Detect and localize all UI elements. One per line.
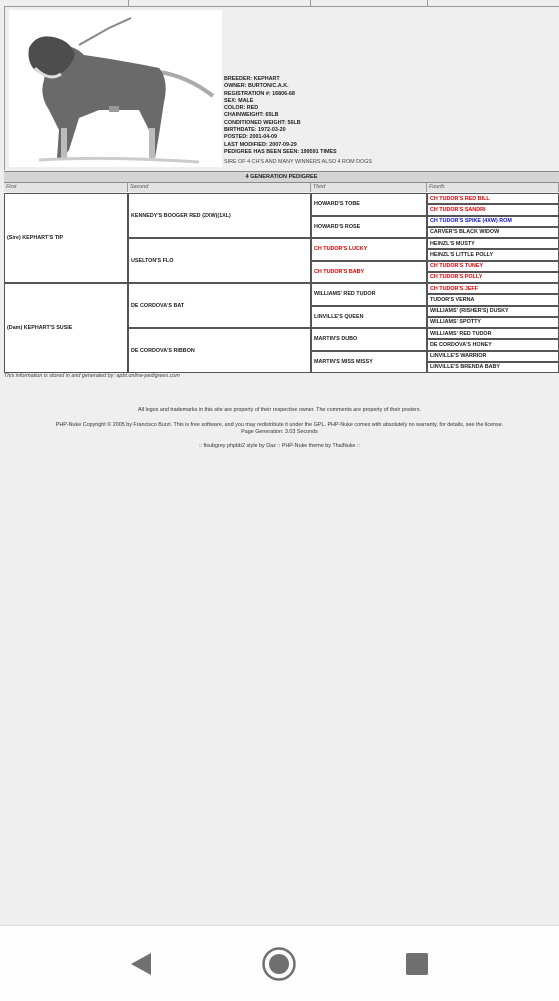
- pedigree-cell-fourth[interactable]: LINVILLE'S WARRIOR: [427, 351, 559, 362]
- pedigree-cell-fourth[interactable]: WILLIAMS' (RISHER'S) DUSKY: [427, 306, 559, 317]
- pedigree-cell-fourth[interactable]: HEINZL'S LITTLE POLLY: [427, 249, 559, 260]
- header-fourth: Fourth: [427, 183, 559, 192]
- dog-info-panel: [4, 7, 559, 170]
- pedigree-cell-second[interactable]: KENNEDY'S BOOGER RED (2XW)(1XL): [128, 193, 311, 238]
- pedigree-cell-third[interactable]: WILLIAMS' RED TUDOR: [311, 283, 427, 306]
- header-second: Second: [128, 183, 311, 192]
- pedigree-cell-third[interactable]: CH TUDOR'S BABY: [311, 261, 427, 284]
- pedigree-seen-text: PEDIGREE HAS BEEN SEEN: 199591 TIMES: [224, 148, 337, 155]
- pedigree-cell-second[interactable]: DE CORDOVA'S BAT: [128, 283, 311, 328]
- pedigree-cell-fourth[interactable]: CH TUDOR'S JEFF: [427, 283, 559, 294]
- top-table-edge: [4, 0, 559, 7]
- recents-square-icon: [404, 951, 430, 977]
- pedigree-cell-second[interactable]: USELTON'S FLO: [128, 238, 311, 283]
- pedigree-cell-third[interactable]: MARTIN'S DUBO: [311, 328, 427, 351]
- pedigree-cell-fourth[interactable]: CH TUDOR'S SPIKE (4XW) ROM: [427, 216, 559, 227]
- home-button[interactable]: [261, 946, 297, 982]
- sire-note: SIRE OF 4 CH'S AND MANY WINNERS ALSO 4 ROM DOGS: [224, 159, 373, 165]
- pedigree-title: 4 GENERATION PEDIGREE: [4, 171, 559, 183]
- header-first: First: [4, 183, 128, 192]
- last-modified-text: LAST MODIFIED: 2007-09-29: [224, 141, 297, 148]
- dog-photo: [9, 10, 222, 167]
- pedigree-cell-third[interactable]: MARTIN'S MISS MISSY: [311, 351, 427, 374]
- footer-generation: Page Generation: 3.03 Seconds: [241, 429, 318, 435]
- footer-trademarks: All logos and trademarks in this site are property of their respective owner. The comments are property of their posters.: [137, 407, 422, 413]
- owner-text: OWNER: BURTON/C.A.K.: [224, 83, 289, 90]
- back-triangle-icon: [127, 951, 153, 977]
- pedigree-cell-third[interactable]: LINVILLE'S QUEEN: [311, 306, 427, 329]
- registration-text: REGISTRATION #: 16806-68: [224, 90, 295, 97]
- pedigree-cell-fourth[interactable]: CH TUDOR'S RED BILL: [427, 193, 559, 204]
- android-nav-bar: [0, 925, 559, 1001]
- footer-theme: :: fisubgrey phpbb2 style by Daz :: PHP-Nuke theme by ThaiNuke ::: [199, 443, 360, 449]
- header-third: Third: [311, 183, 427, 192]
- pedigree-cell-first[interactable]: (Sire) KEPHART'S TIP: [4, 193, 128, 283]
- breeder-text: BREEDER: KEPHART: [224, 76, 280, 82]
- pedigree-cell-fourth[interactable]: CARVER'S BLACK WIDOW: [427, 227, 559, 238]
- pedigree-cell-fourth[interactable]: WILLIAMS' SPOTTY: [427, 317, 559, 328]
- pedigree-cell-first[interactable]: (Dam) KEPHART'S SUSIE: [4, 283, 128, 373]
- pedigree-cell-third[interactable]: HOWARD'S TOBE: [311, 193, 427, 216]
- pedigree-cell-third[interactable]: CH TUDOR'S LUCKY: [311, 238, 427, 261]
- pedigree-cell-fourth[interactable]: DE CORDOVA'S HONEY: [427, 339, 559, 350]
- pedigree-cell-fourth[interactable]: HEINZL'S MUSTY: [427, 238, 559, 249]
- pedigree-cell-fourth[interactable]: WILLIAMS' RED TUDOR: [427, 328, 559, 339]
- pedigree-cell-second[interactable]: DE CORDOVA'S RIBBON: [128, 328, 311, 373]
- recents-button[interactable]: [399, 946, 435, 982]
- chainweight-text: CHAINWEIGHT: 65LB: [224, 112, 279, 119]
- footer-copyright: PHP-Nuke Copyright © 2005 by Francisco Burzi. This is free software, and you may redistribute it under the GPL. PHP-Nuke comes with absolutely no warranty, for details, see the license.: [55, 422, 504, 428]
- pedigree-cell-third[interactable]: HOWARD'S ROSE: [311, 216, 427, 239]
- pedigree-cell-fourth[interactable]: CH TUDOR'S SANDRI: [427, 204, 559, 215]
- home-circle-icon: [261, 946, 297, 982]
- back-button[interactable]: [122, 946, 158, 982]
- posted-text: POSTED: 2001-04-09: [224, 134, 278, 141]
- color-text: COLOR: RED: [224, 105, 259, 112]
- pedigree-cell-fourth[interactable]: CH TUDOR'S POLLY: [427, 272, 559, 283]
- pedigree-cell-fourth[interactable]: TUDOR'S VERNA: [427, 294, 559, 305]
- pedigree-cell-fourth[interactable]: CH TUDOR'S TUNEY: [427, 261, 559, 272]
- sex-text: SEX: MALE: [224, 97, 254, 104]
- birthdate-text: BIRTHDATE: 1972-03-20: [224, 127, 286, 134]
- generator-credit: This information is stored in and generated by: apbt.online-pedigrees.com: [4, 373, 180, 379]
- pedigree-cell-fourth[interactable]: LINVILLE'S BRENDA BABY: [427, 362, 559, 373]
- conditioned-weight-text: CONDITIONED WEIGHT: 56LB: [224, 119, 301, 126]
- dog-details: [224, 76, 337, 156]
